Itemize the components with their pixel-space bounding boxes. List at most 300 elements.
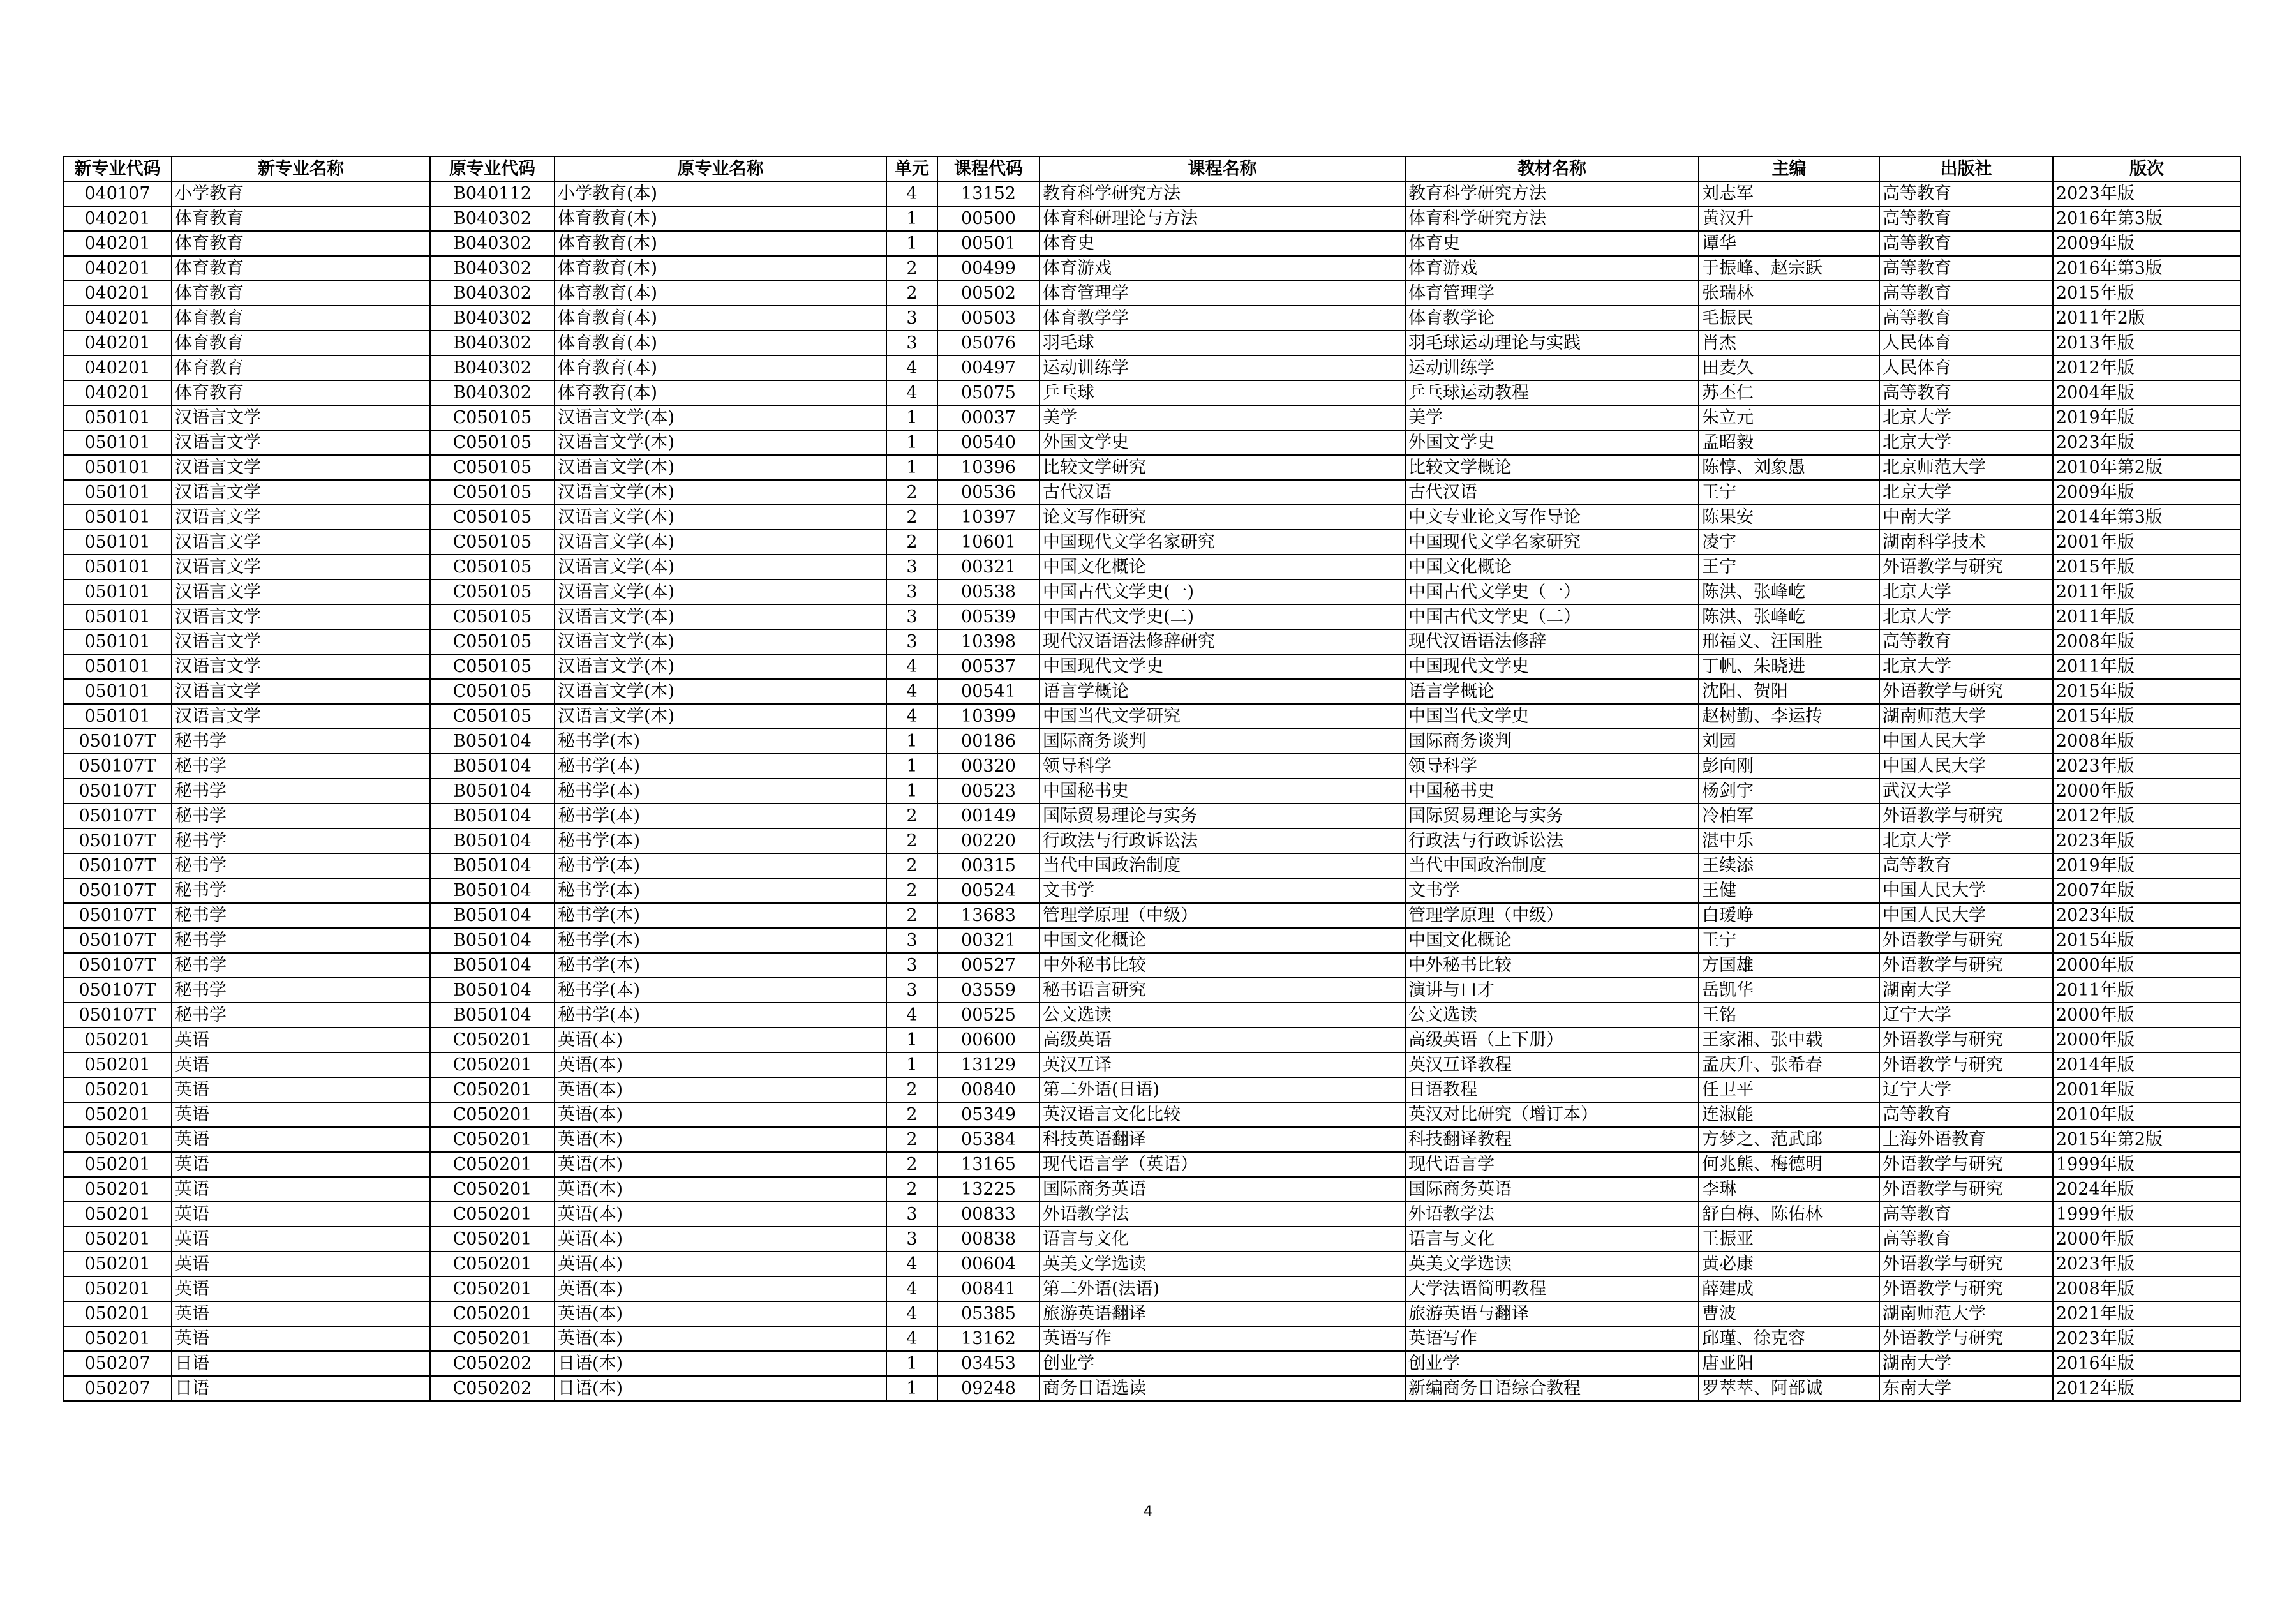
- table-row: [63, 1102, 2240, 1127]
- publisher-cell: 外语教学与研究: [1879, 1252, 2053, 1276]
- editor-cell: 毛振民: [1699, 306, 1879, 331]
- publisher-cell: 高等教育: [1879, 380, 2053, 405]
- course-name-cell: 体育教学学: [1040, 306, 1405, 331]
- new-major-name-cell: 汉语言文学: [172, 530, 430, 555]
- course-code-cell: 03559: [937, 978, 1040, 1003]
- new-major-code-cell: 050101: [63, 405, 172, 430]
- old-major-name-cell: 体育教育(本): [555, 380, 886, 405]
- new-major-code-cell: 050201: [63, 1102, 172, 1127]
- old-major-code-cell: B050104: [430, 978, 555, 1003]
- editor-cell: 王宁: [1699, 480, 1879, 505]
- editor-cell: 陈洪、张峰屹: [1699, 580, 1879, 604]
- edition-cell: 2012年版: [2053, 1376, 2240, 1401]
- old-major-name-cell: 英语(本): [555, 1102, 886, 1127]
- textbook-name-cell: 外国文学史: [1405, 430, 1699, 455]
- old-major-code-cell: C050201: [430, 1301, 555, 1326]
- old-major-code-cell: B050104: [430, 853, 555, 878]
- course-name-cell: 英汉语言文化比较: [1040, 1102, 1405, 1127]
- course-name-cell: 中国现代文学史: [1040, 654, 1405, 679]
- old-major-name-cell: 英语(本): [555, 1252, 886, 1276]
- course-name-cell: 科技英语翻译: [1040, 1127, 1405, 1152]
- textbook-name-cell: 公文选读: [1405, 1003, 1699, 1028]
- old-major-code-cell: B050104: [430, 1003, 555, 1028]
- edition-cell: 2007年版: [2053, 878, 2240, 903]
- editor-cell: 谭华: [1699, 231, 1879, 256]
- table-body: [63, 181, 2240, 1401]
- new-major-code-cell: 040201: [63, 306, 172, 331]
- old-major-name-cell: 英语(本): [555, 1052, 886, 1077]
- old-major-code-cell: B050104: [430, 729, 555, 754]
- publisher-cell: 高等教育: [1879, 306, 2053, 331]
- publisher-cell: 外语教学与研究: [1879, 1152, 2053, 1177]
- publisher-cell: 中国人民大学: [1879, 878, 2053, 903]
- new-major-code-cell: 050107T: [63, 853, 172, 878]
- new-major-name-cell: 英语: [172, 1276, 430, 1301]
- old-major-code-cell: B040302: [430, 206, 555, 231]
- new-major-code-cell: 050101: [63, 480, 172, 505]
- textbook-name-cell: 中文专业论文写作导论: [1405, 505, 1699, 530]
- old-major-code-cell: B040302: [430, 256, 555, 281]
- old-major-code-cell: C050105: [430, 679, 555, 704]
- textbook-table: [63, 156, 2241, 1402]
- new-major-code-cell: 050201: [63, 1252, 172, 1276]
- new-major-name-cell: 英语: [172, 1326, 430, 1351]
- old-major-name-cell: 汉语言文学(本): [555, 629, 886, 654]
- textbook-name-cell: 国际贸易理论与实务: [1405, 804, 1699, 828]
- table-row: [63, 505, 2240, 530]
- publisher-cell: 人民体育: [1879, 355, 2053, 380]
- new-major-code-cell: 050107T: [63, 953, 172, 978]
- edition-cell: 2023年版: [2053, 1252, 2240, 1276]
- new-major-code-cell: 050201: [63, 1301, 172, 1326]
- publisher-cell: 湖南师范大学: [1879, 704, 2053, 729]
- new-major-name-cell: 秘书学: [172, 878, 430, 903]
- course-name-cell: 国际贸易理论与实务: [1040, 804, 1405, 828]
- old-major-code-cell: B050104: [430, 878, 555, 903]
- new-major-name-cell: 体育教育: [172, 306, 430, 331]
- course-name-cell: 中国古代文学史(一): [1040, 580, 1405, 604]
- publisher-cell: 湖南科学技术: [1879, 530, 2053, 555]
- new-major-code-cell: 040201: [63, 380, 172, 405]
- new-major-name-cell: 英语: [172, 1102, 430, 1127]
- table-row: [63, 928, 2240, 953]
- publisher-cell: 外语教学与研究: [1879, 555, 2053, 580]
- table-row: [63, 903, 2240, 928]
- unit-cell: 3: [886, 978, 937, 1003]
- old-major-name-cell: 秘书学(本): [555, 953, 886, 978]
- old-major-code-cell: C050105: [430, 455, 555, 480]
- table-row: [63, 430, 2240, 455]
- new-major-code-cell: 050107T: [63, 1003, 172, 1028]
- publisher-cell: 外语教学与研究: [1879, 953, 2053, 978]
- course-code-cell: 10601: [937, 530, 1040, 555]
- unit-cell: 4: [886, 679, 937, 704]
- course-name-cell: 旅游英语翻译: [1040, 1301, 1405, 1326]
- textbook-name-cell: 科技翻译教程: [1405, 1127, 1699, 1152]
- publisher-cell: 中南大学: [1879, 505, 2053, 530]
- table-row: [63, 1301, 2240, 1326]
- table-row: [63, 181, 2240, 206]
- course-code-cell: 00539: [937, 604, 1040, 629]
- course-code-cell: 05075: [937, 380, 1040, 405]
- textbook-name-cell: 中国文化概论: [1405, 928, 1699, 953]
- table-row: [63, 206, 2240, 231]
- course-code-cell: 00604: [937, 1252, 1040, 1276]
- unit-cell: 3: [886, 555, 937, 580]
- new-major-code-cell: 050101: [63, 455, 172, 480]
- course-name-cell: 中国当代文学研究: [1040, 704, 1405, 729]
- old-major-name-cell: 秘书学(本): [555, 903, 886, 928]
- old-major-name-cell: 秘书学(本): [555, 779, 886, 804]
- unit-cell: 3: [886, 629, 937, 654]
- table-row: [63, 978, 2240, 1003]
- editor-cell: 张瑞林: [1699, 281, 1879, 306]
- unit-cell: 1: [886, 1376, 937, 1401]
- editor-cell: 苏丕仁: [1699, 380, 1879, 405]
- textbook-name-cell: 比较文学概论: [1405, 455, 1699, 480]
- textbook-name-cell: 行政法与行政诉讼法: [1405, 828, 1699, 853]
- textbook-name-cell: 现代汉语语法修辞: [1405, 629, 1699, 654]
- course-code-cell: 00538: [937, 580, 1040, 604]
- course-code-cell: 00524: [937, 878, 1040, 903]
- course-name-cell: 第二外语(法语): [1040, 1276, 1405, 1301]
- new-major-code-cell: 050107T: [63, 779, 172, 804]
- new-major-name-cell: 秘书学: [172, 953, 430, 978]
- course-name-cell: 中国古代文学史(二): [1040, 604, 1405, 629]
- course-name-cell: 古代汉语: [1040, 480, 1405, 505]
- edition-cell: 2024年版: [2053, 1177, 2240, 1202]
- new-major-name-cell: 英语: [172, 1152, 430, 1177]
- course-name-cell: 英语写作: [1040, 1326, 1405, 1351]
- old-major-name-cell: 汉语言文学(本): [555, 604, 886, 629]
- table-row: [63, 231, 2240, 256]
- new-major-code-cell: 050201: [63, 1177, 172, 1202]
- new-major-code-cell: 050107T: [63, 928, 172, 953]
- new-major-code-cell: 050107T: [63, 804, 172, 828]
- old-major-name-cell: 体育教育(本): [555, 306, 886, 331]
- old-major-code-cell: C050105: [430, 704, 555, 729]
- unit-cell: 4: [886, 1301, 937, 1326]
- course-code-cell: 13165: [937, 1152, 1040, 1177]
- publisher-cell: 北京大学: [1879, 580, 2053, 604]
- old-major-name-cell: 秘书学(本): [555, 828, 886, 853]
- new-major-code-cell: 050101: [63, 555, 172, 580]
- course-code-cell: 10396: [937, 455, 1040, 480]
- table-row: [63, 331, 2240, 355]
- course-name-cell: 中国现代文学名家研究: [1040, 530, 1405, 555]
- course-code-cell: 10397: [937, 505, 1040, 530]
- edition-cell: 2016年第3版: [2053, 206, 2240, 231]
- course-name-cell: 乒乓球: [1040, 380, 1405, 405]
- unit-cell: 3: [886, 953, 937, 978]
- unit-cell: 2: [886, 281, 937, 306]
- course-name-cell: 创业学: [1040, 1351, 1405, 1376]
- new-major-name-cell: 体育教育: [172, 231, 430, 256]
- old-major-code-cell: C050201: [430, 1177, 555, 1202]
- course-code-cell: 00220: [937, 828, 1040, 853]
- publisher-cell: 高等教育: [1879, 231, 2053, 256]
- editor-cell: 彭向刚: [1699, 754, 1879, 779]
- new-major-code-cell: 050107T: [63, 978, 172, 1003]
- unit-cell: 1: [886, 779, 937, 804]
- edition-cell: 2023年版: [2053, 903, 2240, 928]
- edition-cell: 2023年版: [2053, 181, 2240, 206]
- course-code-cell: 00501: [937, 231, 1040, 256]
- course-code-cell: 00541: [937, 679, 1040, 704]
- publisher-cell: 高等教育: [1879, 181, 2053, 206]
- table-row: [63, 679, 2240, 704]
- textbook-name-cell: 现代语言学: [1405, 1152, 1699, 1177]
- publisher-cell: 高等教育: [1879, 1227, 2053, 1252]
- course-name-cell: 体育管理学: [1040, 281, 1405, 306]
- publisher-cell: 中国人民大学: [1879, 754, 2053, 779]
- unit-cell: 1: [886, 455, 937, 480]
- new-major-name-cell: 汉语言文学: [172, 679, 430, 704]
- new-major-code-cell: 050201: [63, 1028, 172, 1052]
- edition-cell: 1999年版: [2053, 1152, 2240, 1177]
- edition-cell: 2019年版: [2053, 853, 2240, 878]
- old-major-code-cell: B050104: [430, 779, 555, 804]
- old-major-name-cell: 秘书学(本): [555, 754, 886, 779]
- publisher-cell: 高等教育: [1879, 256, 2053, 281]
- old-major-code-cell: C050201: [430, 1326, 555, 1351]
- edition-cell: 2014年第3版: [2053, 505, 2240, 530]
- table-row: [63, 1127, 2240, 1152]
- unit-cell: 1: [886, 754, 937, 779]
- unit-cell: 3: [886, 331, 937, 355]
- course-code-cell: 10398: [937, 629, 1040, 654]
- header-publisher: 出版社: [1879, 156, 2053, 181]
- unit-cell: 4: [886, 380, 937, 405]
- textbook-name-cell: 体育教学论: [1405, 306, 1699, 331]
- textbook-name-cell: 古代汉语: [1405, 480, 1699, 505]
- publisher-cell: 武汉大学: [1879, 779, 2053, 804]
- new-major-code-cell: 050101: [63, 679, 172, 704]
- course-code-cell: 00838: [937, 1227, 1040, 1252]
- edition-cell: 2011年2版: [2053, 306, 2240, 331]
- table-row: [63, 1028, 2240, 1052]
- publisher-cell: 北京大学: [1879, 828, 2053, 853]
- old-major-code-cell: B050104: [430, 928, 555, 953]
- course-name-cell: 羽毛球: [1040, 331, 1405, 355]
- course-code-cell: 00321: [937, 928, 1040, 953]
- edition-cell: 2016年第3版: [2053, 256, 2240, 281]
- course-code-cell: 00840: [937, 1077, 1040, 1102]
- editor-cell: 王健: [1699, 878, 1879, 903]
- new-major-name-cell: 体育教育: [172, 355, 430, 380]
- header-new-major-name: 新专业名称: [172, 156, 430, 181]
- old-major-code-cell: B050104: [430, 953, 555, 978]
- new-major-name-cell: 英语: [172, 1301, 430, 1326]
- textbook-name-cell: 体育科学研究方法: [1405, 206, 1699, 231]
- new-major-code-cell: 050107T: [63, 729, 172, 754]
- old-major-code-cell: C050202: [430, 1351, 555, 1376]
- new-major-name-cell: 汉语言文学: [172, 654, 430, 679]
- publisher-cell: 外语教学与研究: [1879, 804, 2053, 828]
- textbook-name-cell: 中国秘书史: [1405, 779, 1699, 804]
- course-code-cell: 00037: [937, 405, 1040, 430]
- old-major-name-cell: 体育教育(本): [555, 331, 886, 355]
- editor-cell: 曹波: [1699, 1301, 1879, 1326]
- course-code-cell: 00502: [937, 281, 1040, 306]
- edition-cell: 2010年第2版: [2053, 455, 2240, 480]
- table-row: [63, 853, 2240, 878]
- unit-cell: 1: [886, 430, 937, 455]
- old-major-name-cell: 体育教育(本): [555, 231, 886, 256]
- new-major-name-cell: 秘书学: [172, 729, 430, 754]
- old-major-code-cell: B040302: [430, 331, 555, 355]
- old-major-name-cell: 英语(本): [555, 1276, 886, 1301]
- publisher-cell: 北京大学: [1879, 430, 2053, 455]
- unit-cell: 2: [886, 1127, 937, 1152]
- table-row: [63, 355, 2240, 380]
- new-major-code-cell: 040201: [63, 281, 172, 306]
- course-code-cell: 00149: [937, 804, 1040, 828]
- old-major-name-cell: 汉语言文学(本): [555, 405, 886, 430]
- edition-cell: 2016年版: [2053, 1351, 2240, 1376]
- publisher-cell: 北京大学: [1879, 405, 2053, 430]
- old-major-code-cell: C050201: [430, 1202, 555, 1227]
- old-major-code-cell: B050104: [430, 754, 555, 779]
- textbook-name-cell: 体育史: [1405, 231, 1699, 256]
- course-name-cell: 语言学概论: [1040, 679, 1405, 704]
- table-row: [63, 1177, 2240, 1202]
- table-row: [63, 1351, 2240, 1376]
- editor-cell: 连淑能: [1699, 1102, 1879, 1127]
- edition-cell: 2023年版: [2053, 430, 2240, 455]
- old-major-name-cell: 汉语言文学(本): [555, 430, 886, 455]
- new-major-name-cell: 汉语言文学: [172, 505, 430, 530]
- old-major-name-cell: 日语(本): [555, 1351, 886, 1376]
- edition-cell: 2011年版: [2053, 580, 2240, 604]
- course-code-cell: 00527: [937, 953, 1040, 978]
- textbook-name-cell: 运动训练学: [1405, 355, 1699, 380]
- new-major-code-cell: 050101: [63, 629, 172, 654]
- unit-cell: 4: [886, 1252, 937, 1276]
- old-major-code-cell: B040302: [430, 231, 555, 256]
- textbook-name-cell: 英语写作: [1405, 1326, 1699, 1351]
- new-major-code-cell: 040107: [63, 181, 172, 206]
- old-major-name-cell: 汉语言文学(本): [555, 455, 886, 480]
- old-major-name-cell: 体育教育(本): [555, 206, 886, 231]
- publisher-cell: 中国人民大学: [1879, 729, 2053, 754]
- old-major-code-cell: C050201: [430, 1077, 555, 1102]
- table-row: [63, 1252, 2240, 1276]
- unit-cell: 3: [886, 580, 937, 604]
- old-major-name-cell: 英语(本): [555, 1028, 886, 1052]
- edition-cell: 2012年版: [2053, 355, 2240, 380]
- page-number: 4: [1144, 1504, 1152, 1520]
- old-major-code-cell: C050201: [430, 1028, 555, 1052]
- old-major-name-cell: 汉语言文学(本): [555, 505, 886, 530]
- new-major-code-cell: 050107T: [63, 878, 172, 903]
- edition-cell: 2000年版: [2053, 779, 2240, 804]
- textbook-name-cell: 新编商务日语综合教程: [1405, 1376, 1699, 1401]
- table-row: [63, 878, 2240, 903]
- table-row: [63, 1152, 2240, 1177]
- new-major-code-cell: 050201: [63, 1227, 172, 1252]
- textbook-name-cell: 体育游戏: [1405, 256, 1699, 281]
- old-major-name-cell: 英语(本): [555, 1177, 886, 1202]
- old-major-name-cell: 体育教育(本): [555, 281, 886, 306]
- edition-cell: 2008年版: [2053, 1276, 2240, 1301]
- edition-cell: 2011年版: [2053, 654, 2240, 679]
- publisher-cell: 高等教育: [1879, 1102, 2053, 1127]
- old-major-code-cell: B040302: [430, 355, 555, 380]
- course-code-cell: 00841: [937, 1276, 1040, 1301]
- new-major-code-cell: 050101: [63, 654, 172, 679]
- publisher-cell: 北京大学: [1879, 604, 2053, 629]
- new-major-name-cell: 小学教育: [172, 181, 430, 206]
- editor-cell: 王铭: [1699, 1003, 1879, 1028]
- course-code-cell: 00600: [937, 1028, 1040, 1052]
- header-editor: 主编: [1699, 156, 1879, 181]
- edition-cell: 2013年版: [2053, 331, 2240, 355]
- table-row: [63, 1326, 2240, 1351]
- old-major-name-cell: 秘书学(本): [555, 1003, 886, 1028]
- table-row: [63, 1227, 2240, 1252]
- new-major-name-cell: 体育教育: [172, 380, 430, 405]
- table-row: [63, 953, 2240, 978]
- old-major-name-cell: 体育教育(本): [555, 355, 886, 380]
- table-row: [63, 480, 2240, 505]
- course-code-cell: 13162: [937, 1326, 1040, 1351]
- editor-cell: 罗萃萃、阿部诚: [1699, 1376, 1879, 1401]
- edition-cell: 2015年版: [2053, 281, 2240, 306]
- publisher-cell: 北京大学: [1879, 654, 2053, 679]
- course-name-cell: 商务日语选读: [1040, 1376, 1405, 1401]
- unit-cell: 1: [886, 405, 937, 430]
- publisher-cell: 中国人民大学: [1879, 903, 2053, 928]
- unit-cell: 3: [886, 1227, 937, 1252]
- course-code-cell: 03453: [937, 1351, 1040, 1376]
- old-major-code-cell: C050201: [430, 1052, 555, 1077]
- new-major-code-cell: 050101: [63, 530, 172, 555]
- old-major-code-cell: C050105: [430, 480, 555, 505]
- unit-cell: 2: [886, 505, 937, 530]
- old-major-code-cell: B040302: [430, 281, 555, 306]
- textbook-name-cell: 国际商务谈判: [1405, 729, 1699, 754]
- new-major-name-cell: 体育教育: [172, 206, 430, 231]
- table-row: [63, 256, 2240, 281]
- unit-cell: 3: [886, 1202, 937, 1227]
- new-major-name-cell: 秘书学: [172, 754, 430, 779]
- course-name-cell: 高级英语: [1040, 1028, 1405, 1052]
- old-major-code-cell: C050105: [430, 405, 555, 430]
- textbook-name-cell: 领导科学: [1405, 754, 1699, 779]
- editor-cell: 方国雄: [1699, 953, 1879, 978]
- unit-cell: 2: [886, 1102, 937, 1127]
- editor-cell: 肖杰: [1699, 331, 1879, 355]
- old-major-name-cell: 英语(本): [555, 1227, 886, 1252]
- new-major-code-cell: 050101: [63, 430, 172, 455]
- old-major-code-cell: B040302: [430, 380, 555, 405]
- edition-cell: 2004年版: [2053, 380, 2240, 405]
- new-major-code-cell: 050101: [63, 704, 172, 729]
- publisher-cell: 湖南师范大学: [1879, 1301, 2053, 1326]
- table-row: [63, 1052, 2240, 1077]
- new-major-name-cell: 汉语言文学: [172, 704, 430, 729]
- publisher-cell: 外语教学与研究: [1879, 1028, 2053, 1052]
- editor-cell: 朱立元: [1699, 405, 1879, 430]
- course-code-cell: 00833: [937, 1202, 1040, 1227]
- table-row: [63, 704, 2240, 729]
- textbook-name-cell: 中国古代文学史（二）: [1405, 604, 1699, 629]
- course-code-cell: 00186: [937, 729, 1040, 754]
- editor-cell: 孟昭毅: [1699, 430, 1879, 455]
- course-name-cell: 公文选读: [1040, 1003, 1405, 1028]
- course-name-cell: 中国文化概论: [1040, 928, 1405, 953]
